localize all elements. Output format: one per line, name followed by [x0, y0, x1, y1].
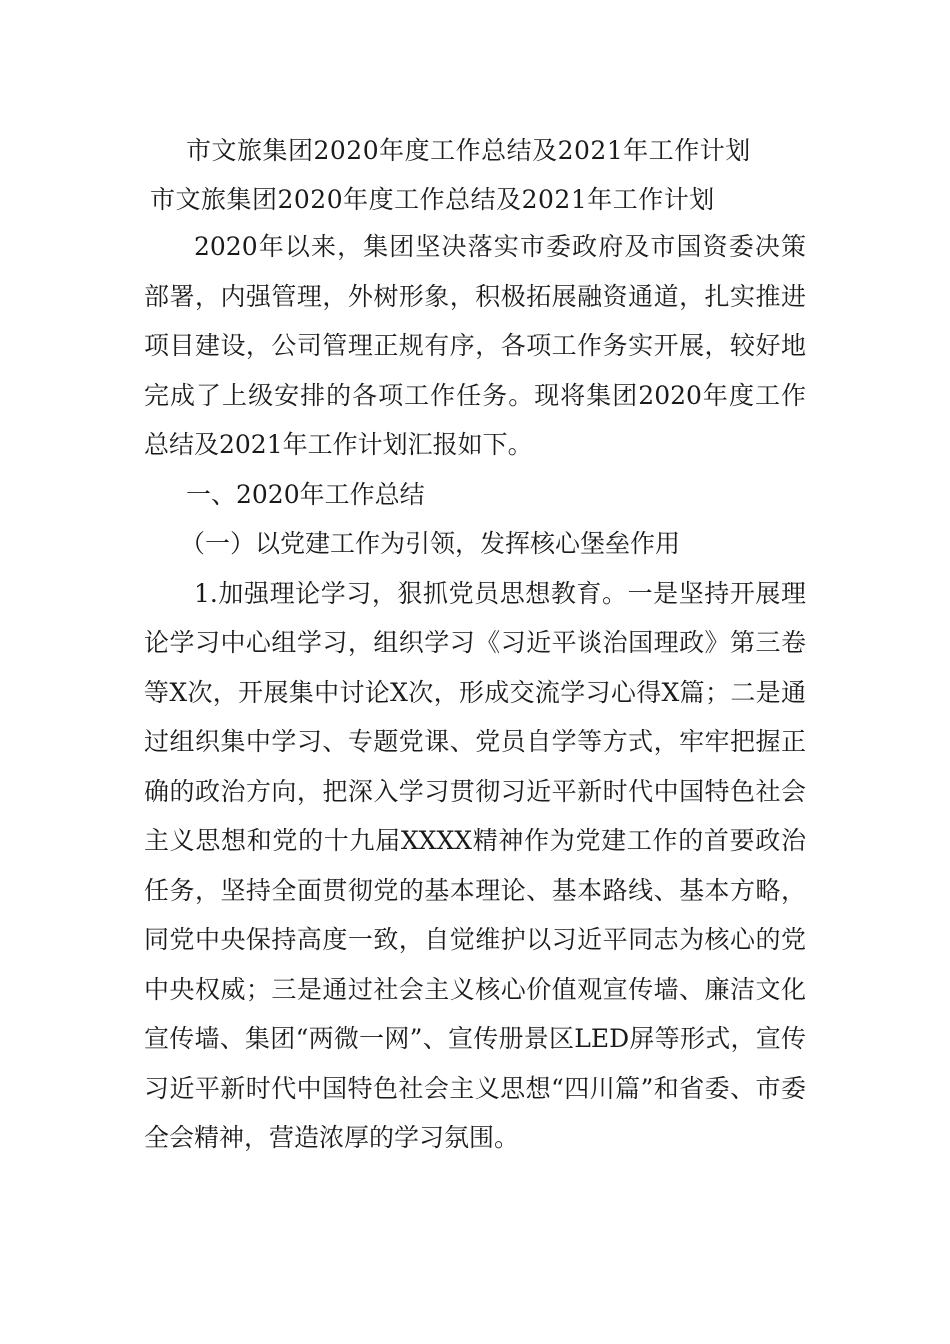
document-title-line-1: 市文旅集团2020年度工作总结及2021年工作计划 — [186, 136, 751, 165]
intro-paragraph: 2020年以来，集团坚决落实市委政府及市国资委决策部署，内强管理，外树形象，积极拓展融资通道，扎实推进项目建设，公司管理正规有序，各项工作务实开展，较好地完成了上级安排的各项工作任务。现将集团2020年度工作总结及2021年工作计划汇报如下。 — [144, 232, 806, 459]
document-body — [144, 222, 806, 1163]
item-1-paragraph: 1.加强理论学习，狠抓党员思想教育。一是坚持开展理论学习中心组学习，组织学习《习近平谈治国理政》第三卷等X次，开展集中讨论X次，形成交流学习心得X篇；二是通过组织集中学习、专题党课、党员自学等方式，牢牢把握正确的政治方向，把深入学习贯彻习近平新时代中国特色社会主义思想和党的十九届XXXX精神作为党建工作的首要政治任务，坚持全面贯彻党的基本理论、基本路线、基本方略，同党中央保持高度一致，自觉维护以习近平同志为核心的党中央权威；三是通过社会主义核心价值观宣传墙、廉洁文化宣传墙、集团“两微一网”、宣传册景区LED屏等形式，宣传习近平新时代中国特色社会主义思想“四川篇”和省委、市委全会精神，营造浓厚的学习氛围。 — [144, 578, 806, 1152]
subsection-heading: （一）以党建工作为引领，发挥核心堡垒作用 — [180, 529, 681, 558]
document-title-line-2: 市文旅集团2020年度工作总结及2021年工作计划 — [150, 185, 715, 214]
section-heading: 一、2020年工作总结 — [186, 479, 425, 509]
